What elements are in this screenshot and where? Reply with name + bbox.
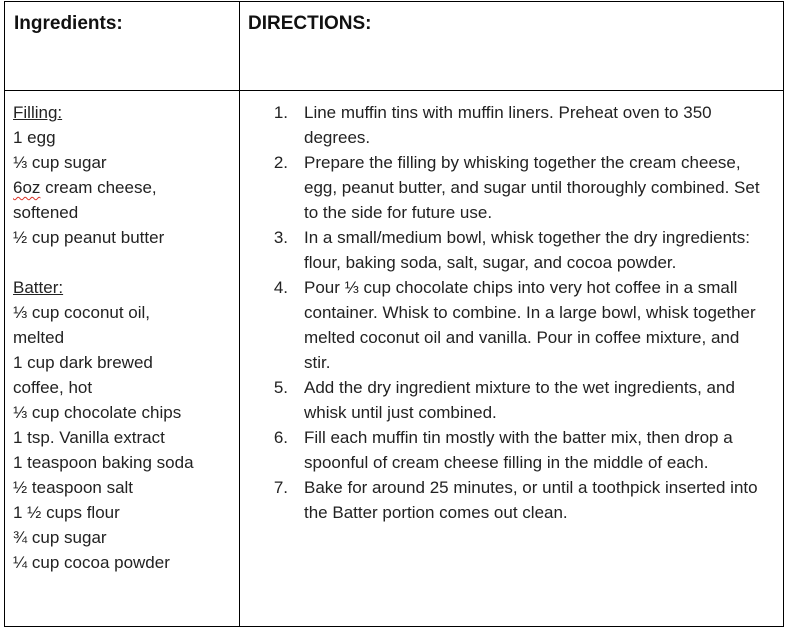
step-text: In a small/medium bowl, whisk together the dry ingredients: flour, baking soda, salt, sugar, and cocoa powder. — [304, 228, 750, 272]
batter-label: Batter: — [13, 278, 64, 297]
batter-item: ¼ cup cocoa powder — [13, 553, 170, 572]
direction-step — [240, 225, 769, 275]
batter-item: ⅓ cup chocolate chips — [13, 403, 182, 422]
directions-heading[interactable]: DIRECTIONS: — [240, 2, 784, 91]
ingredients-heading[interactable]: Ingredients: — [5, 2, 240, 91]
filling-item: softened — [13, 203, 79, 222]
step-number: 4. — [273, 278, 288, 297]
filling-item: ⅓ cup sugar — [13, 153, 107, 172]
content-row — [5, 91, 784, 627]
batter-item: 1 cup dark brewed — [13, 353, 153, 372]
batter-item: ⅓ cup coconut oil, — [13, 303, 151, 322]
step-number: 6. — [273, 428, 288, 447]
step-number: 3. — [273, 228, 288, 247]
batter-item: 1 ½ cups flour — [13, 503, 120, 522]
step-text: Fill each muffin tin mostly with the batter mix, then drop a spoonful of cream cheese filling in the middle of each. — [304, 428, 733, 472]
direction-step — [240, 425, 769, 475]
direction-step — [240, 275, 769, 375]
batter-item: ¾ cup sugar — [13, 528, 107, 547]
step-number: 1. — [273, 103, 288, 122]
batter-item: 1 teaspoon baking soda — [13, 453, 194, 472]
ingredients-cell[interactable] — [5, 91, 240, 627]
spellcheck-flagged-word[interactable]: 6oz — [13, 178, 41, 197]
step-number: 2. — [273, 153, 288, 172]
step-number: 7. — [273, 478, 288, 497]
header-row — [5, 2, 784, 91]
direction-step — [240, 150, 769, 225]
step-text: Add the dry ingredient mixture to the wet ingredients, and whisk until just combined. — [304, 378, 735, 422]
step-number: 5. — [273, 378, 288, 397]
step-text: Prepare the filling by whisking together the cream cheese, egg, peanut butter, and sugar until thoroughly combined. Set to the side for future use. — [304, 153, 760, 222]
filling-item: 1 egg — [13, 128, 56, 147]
step-text: Line muffin tins with muffin liners. Preheat oven to 350 degrees. — [304, 103, 712, 147]
filling-item: ½ cup peanut butter — [13, 228, 165, 247]
direction-step — [240, 375, 769, 425]
batter-item: 1 tsp. Vanilla extract — [13, 428, 165, 447]
batter-item: ½ teaspoon salt — [13, 478, 134, 497]
recipe-table — [4, 1, 784, 627]
filling-item-rest: cream cheese, — [40, 178, 157, 197]
blank-line — [13, 250, 239, 275]
direction-step — [240, 475, 769, 525]
filling-label: Filling: — [13, 103, 63, 122]
direction-step — [240, 100, 769, 150]
step-text: Bake for around 25 minutes, or until a toothpick inserted into the Batter portion comes out clean. — [304, 478, 758, 522]
directions-list — [240, 100, 769, 525]
filling-item — [13, 175, 239, 200]
step-text: Pour ⅓ cup chocolate chips into very hot coffee in a small container. Whisk to combine. In a large bowl, whisk together melted coconut oil and vanilla. Pour in coffee mixture, and stir. — [304, 278, 756, 372]
batter-item: coffee, hot — [13, 378, 93, 397]
batter-item: melted — [13, 328, 65, 347]
directions-cell[interactable] — [240, 91, 784, 627]
